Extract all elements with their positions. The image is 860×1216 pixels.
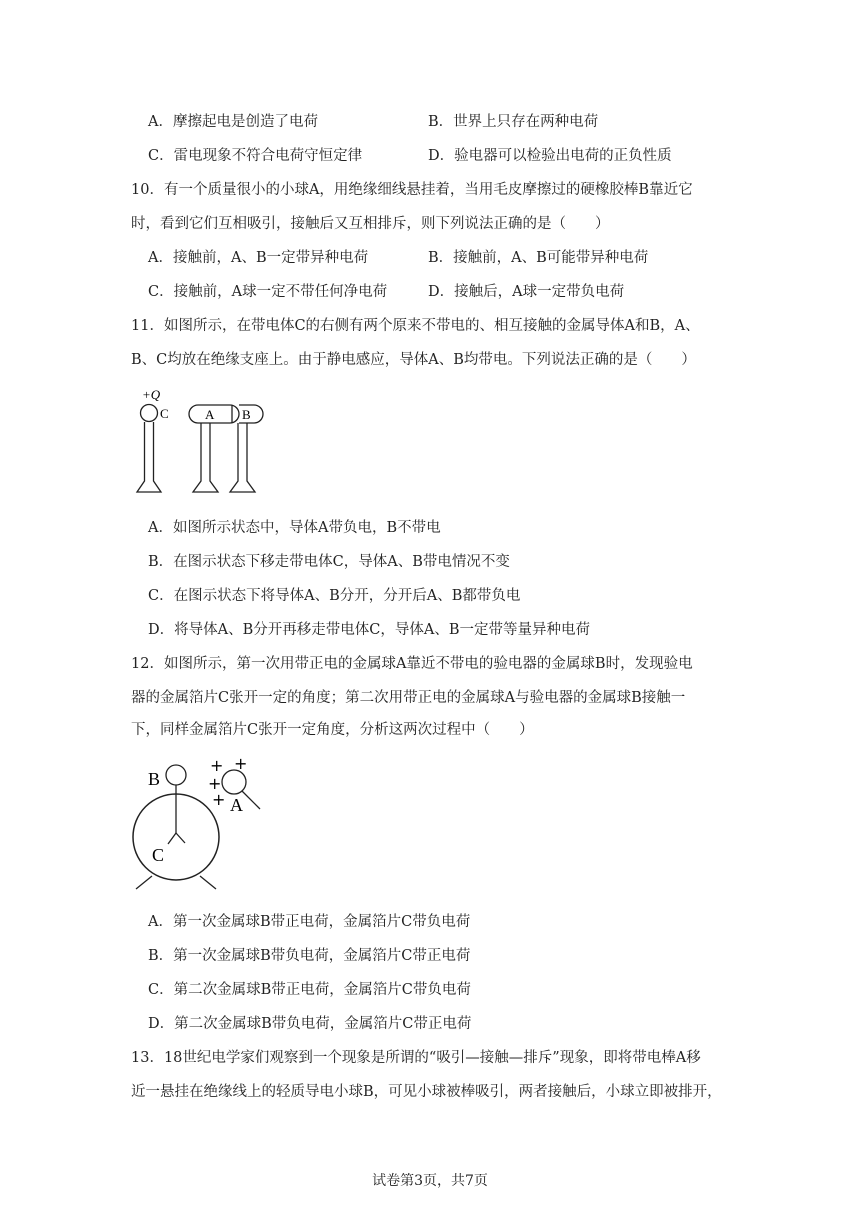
plus-sign-2: +: [234, 754, 248, 773]
q12-label-a: A: [230, 795, 243, 815]
insulating-handle: [242, 791, 260, 809]
q11-label-a: A: [205, 407, 215, 422]
metal-ball-a: [222, 770, 246, 794]
stand-b: [230, 423, 255, 492]
plus-sign-1: +: [210, 756, 224, 775]
q12-stem-line-3: 下，同样金属箔片C张开一定角度，分析这两次过程中（ ）: [131, 722, 534, 738]
q13-stem-line-2: 近一悬挂在绝缘线上的轻质导电小球B，可见小球被棒吸引，两者接触后，小球立即被排开，: [131, 1084, 722, 1100]
q9-option-a: A．摩擦起电是创造了电荷: [148, 114, 318, 130]
foil-right: [176, 833, 185, 843]
q13-stem-line-1: 13．18世纪电学家们观察到一个现象是所谓的“吸引—接触—排斥”现象，即将带电棒A移: [131, 1050, 701, 1066]
q11-figure: [130, 385, 290, 500]
q12-option-b: B．第一次金属球B带负电荷，金属箔片C带正电荷: [148, 948, 471, 964]
q12-option-a: A．第一次金属球B带正电荷，金属箔片C带负电荷: [148, 914, 471, 930]
q11-label-b: B: [242, 407, 251, 422]
q11-stem-line-1: 11．如图所示，在带电体C的右侧有两个原来不带电的、相互接触的金属导体A和B，A、: [131, 318, 700, 334]
q12-label-c: C: [152, 845, 165, 865]
q11-option-d: D．将导体A、B分开再移走带电体C，导体A、B一定带等量异种电荷: [148, 622, 590, 638]
q11-option-b: B．在图示状态下移走带电体C，导体A、B带电情况不变: [148, 554, 510, 570]
q10-stem-line-2: 时，看到它们互相吸引，接触后又互相排斥，则下列说法正确的是（ ）: [131, 216, 610, 232]
q9-option-b: B．世界上只存在两种电荷: [428, 114, 599, 130]
q11-option-c: C．在图示状态下将导体A、B分开，分开后A、B都带负电: [148, 588, 521, 604]
q12-option-c: C．第二次金属球B带正电荷，金属箔片C带负电荷: [148, 982, 471, 998]
stand-c: [137, 422, 161, 492]
plus-sign-3: +: [208, 774, 222, 793]
page-footer: 试卷第3页，共7页: [372, 1173, 488, 1189]
q10-option-a: A．接触前，A、B一定带异种电荷: [148, 250, 369, 266]
q10-stem-line-1: 10．有一个质量很小的小球A，用绝缘细线悬挂着，当用毛皮摩擦过的硬橡胶棒B靠近它: [131, 182, 693, 198]
q11-option-a: A．如图所示状态中，导体A带负电，B不带电: [148, 520, 441, 536]
q11-charge-label: +Q: [142, 387, 161, 402]
q12-label-b: B: [148, 769, 161, 789]
q12-option-d: D．第二次金属球B带负电荷，金属箔片C带正电荷: [148, 1016, 472, 1032]
q10-option-b: B．接触前，A、B可能带异种电荷: [428, 250, 649, 266]
q11-label-c: C: [160, 406, 169, 421]
electroscope-legs: [136, 876, 216, 889]
q11-stem-line-2: B、C均放在绝缘支座上。由于静电感应，导体A、B均带电。下列说法正确的是（ ）: [131, 352, 696, 368]
q10-option-c: C．接触前，A球一定不带任何净电荷: [148, 284, 388, 300]
q12-stem-line-2: 器的金属箔片C张开一定的角度；第二次用带正电的金属球A与验电器的金属球B接触一: [131, 690, 686, 706]
q9-option-d: D．验电器可以检验出电荷的正负性质: [428, 148, 672, 164]
stand-a: [193, 423, 218, 492]
metal-ball-b: [166, 765, 186, 785]
q12-figure: [128, 755, 273, 895]
q12-stem-line-1: 12．如图所示，第一次用带正电的金属球A靠近不带电的验电器的金属球B时，发现验电: [131, 656, 693, 672]
foil-left: [168, 833, 176, 844]
charged-sphere-c: [141, 405, 158, 422]
q10-option-d: D．接触后，A球一定带负电荷: [428, 284, 625, 300]
plus-sign-4: +: [212, 790, 226, 809]
q9-option-c: C．雷电现象不符合电荷守恒定律: [148, 148, 363, 164]
